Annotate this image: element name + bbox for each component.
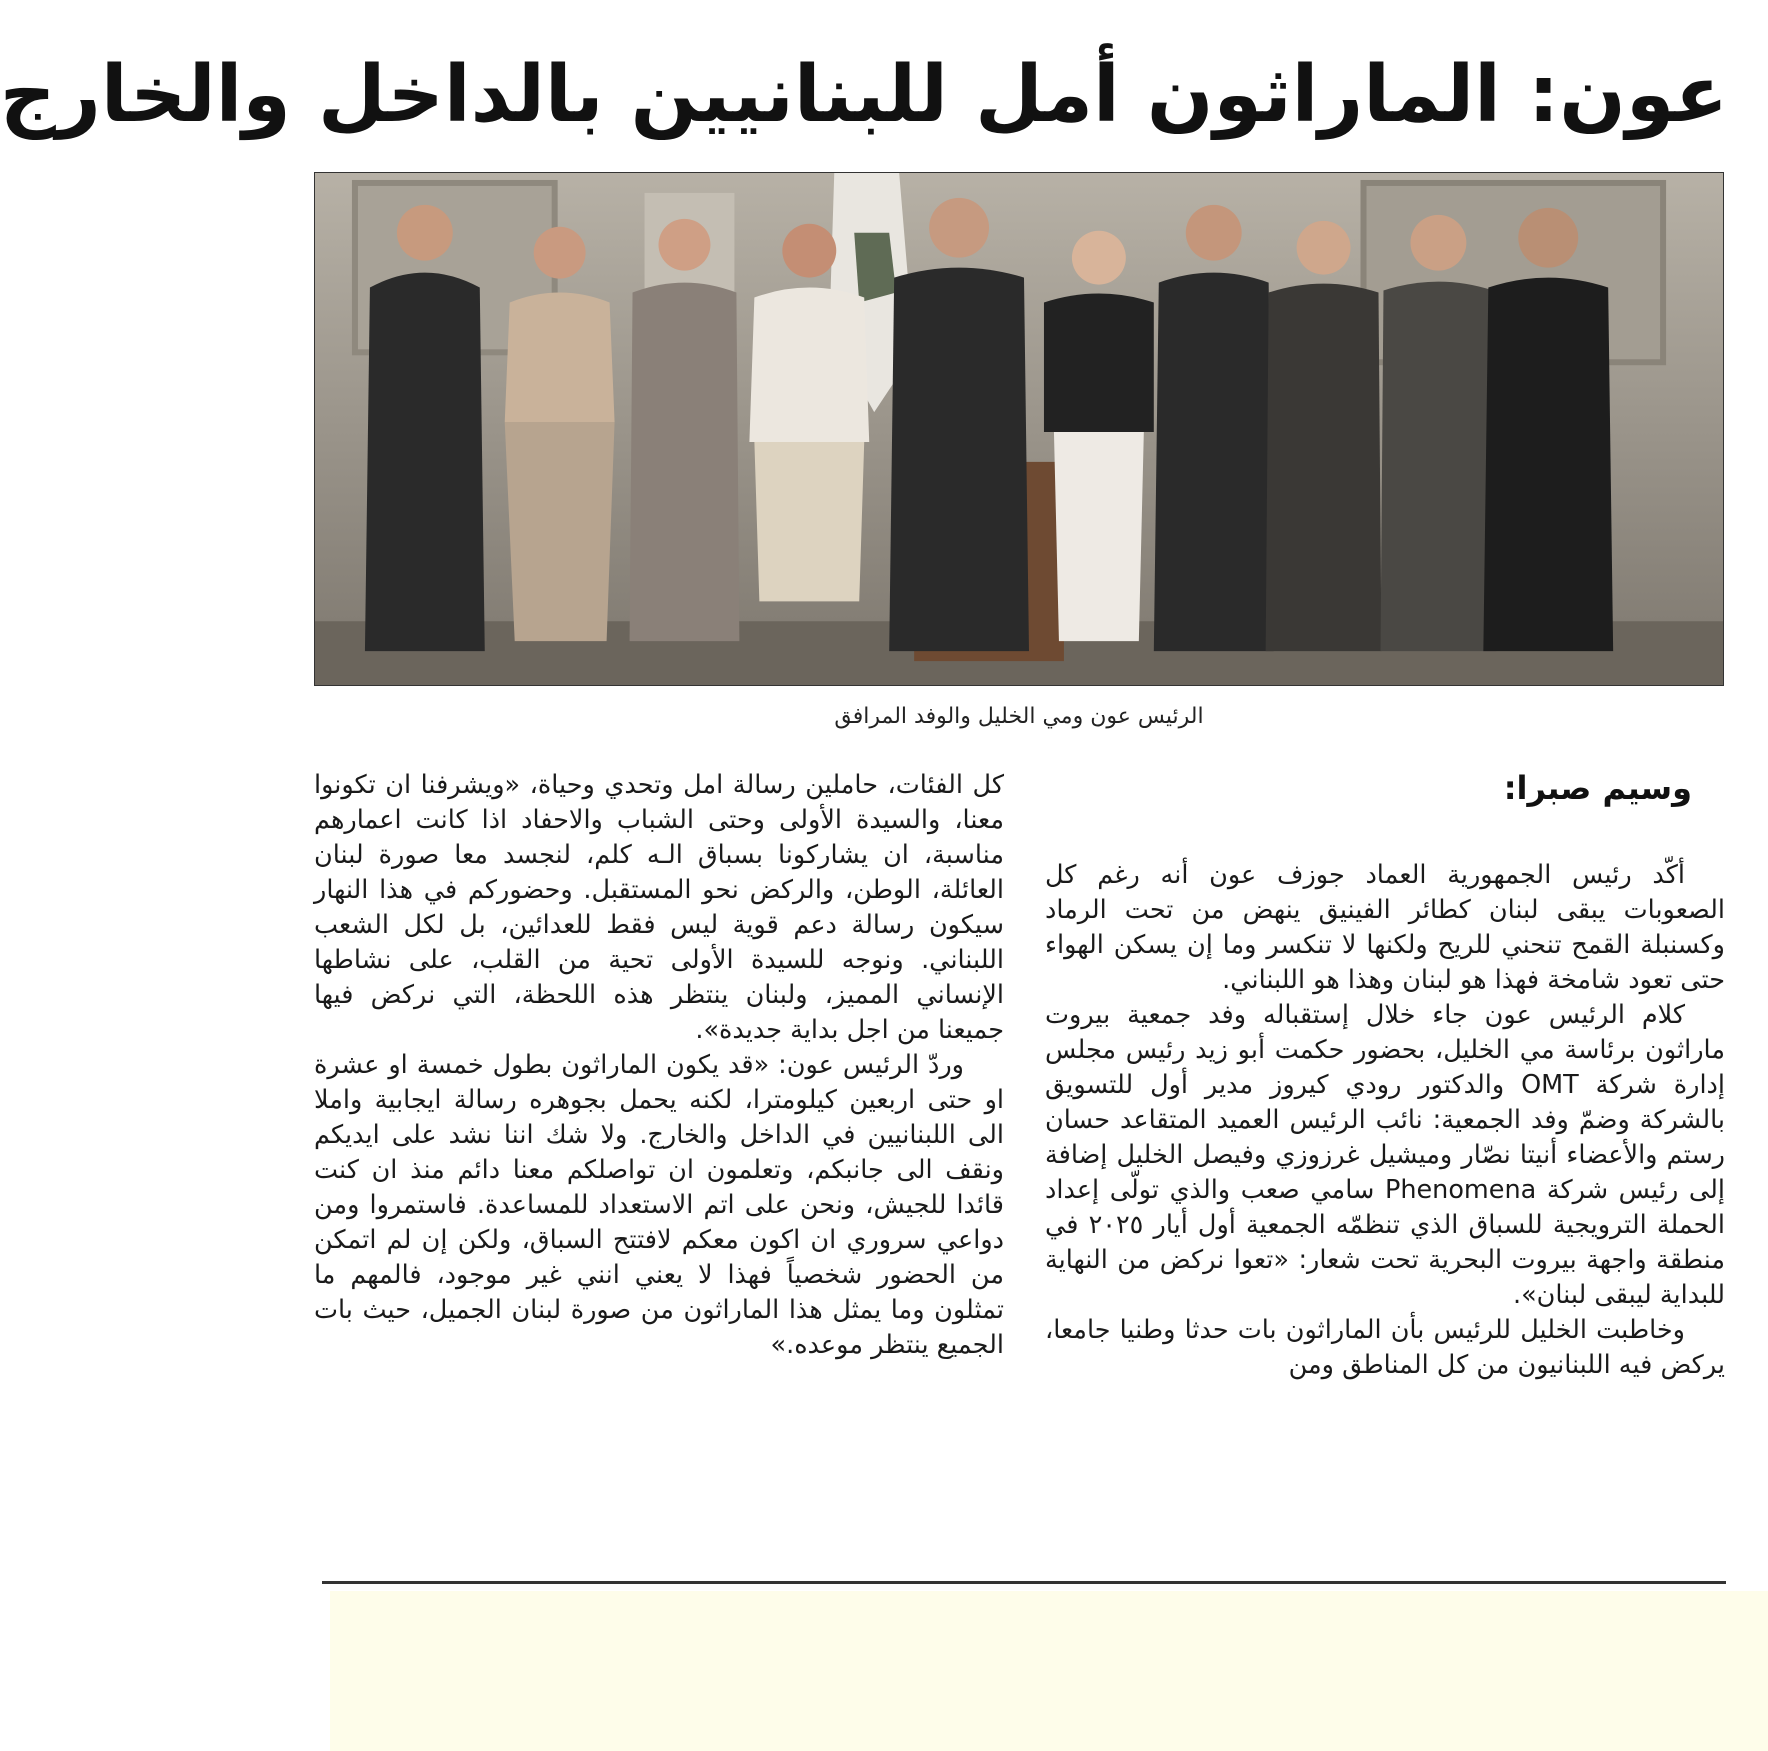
group-photo-image: [315, 173, 1723, 685]
byline: وسيم صبرا:: [1503, 769, 1692, 807]
paragraph: وردّ الرئيس عون: «قد يكون الماراثون بطول خمسة او عشرة او حتى اربعين كيلومترا، لكنه يحمل بجوهره رسالة ايجابية واملا الى اللبنانيين في الداخل والخارج. ولا شك اننا نشد على ايديكم ونقف الى جانبكم، وتعلمون ان تواصلكم معنا دائم منذ ان كنت قائدا للجيش، ونحن على اتم الاستعداد للمساعدة. فاستمروا ومن دواعي سروري ان اكون معكم لافتتح السباق، ولكن إن لم اتمكن من الحضور شخصياً فهذا لا يعني انني غير موجود، فالمهم ما تمثلون وما يمثل هذا الماراثون من صورة لبنان الجميل، حيث بات الجميع ينتظر موعده.»: [314, 1050, 1004, 1360]
paragraph: وخاطبت الخليل للرئيس بأن الماراثون بات حدثا وطنيا جامعا، يركض فيه اللبنانيون من كل المناطق ومن: [1045, 1315, 1725, 1380]
photo-caption: الرئيس عون ومي الخليل والوفد المرافق: [834, 704, 1204, 729]
paragraph: كلام الرئيس عون جاء خلال إستقباله وفد جمعية بيروت ماراثون برئاسة مي الخليل، بحضور حكمت أبو زيد رئيس مجلس إدارة شركة OMT والدكتور رودي كيروز مدير أول للتسويق بالشركة وضمّ وفد الجمعية: نائب الرئيس العميد المتقاعد حسان رستم والأعضاء أنيتا نصّار وميشيل غرزوزي وفيصل الخليل إضافة إلى رئيس شركة Phenomena سامي صعب والذي تولّى إعداد الحملة الترويجية للسباق الذي تنظمّه الجمعية أول أيار ٢٠٢٥ في منطقة واجهة بيروت البحرية تحت شعار: «تعوا نركض من النهاية للبداية ليبقى لبنان».: [1045, 1000, 1725, 1310]
article-column-left: [314, 768, 1004, 1363]
article-column-right: [1045, 858, 1725, 1383]
article-bottom-rule: [322, 1581, 1726, 1584]
paragraph: أكّد رئيس الجمهورية العماد جوزف عون أنه رغم كل الصعوبات يبقى لبنان كطائر الفينيق ينهض من تحت الرماد وكسنبلة القمح تنحني للريح ولكنها لا تنكسر وما إن يسكن الهواء حتى تعود شامخة فهذا هو لبنان وهذا هو اللبناني.: [1045, 860, 1725, 995]
page-margin-area: [330, 1591, 1768, 1751]
headline: عون: الماراثون أمل للبنانيين بالداخل والخارج: [0, 50, 1728, 140]
paragraph: كل الفئات، حاملين رسالة امل وتحدي وحياة، «ويشرفنا ان تكونوا معنا، والسيدة الأولى وحتى الشباب والاحفاد اذا كانت اعمارهم مناسبة، ان يشاركونا بسباق الـه كلم، لنجسد معا صورة لبنان العائلة، الوطن، والركض نحو المستقبل. وحضوركم في هذا النهار سيكون رسالة دعم قوية ليس فقط للعدائين، بل لكل الشعب اللبناني. ونوجه للسيدة الأولى تحية من القلب، على نشاطها الإنساني المميز، ولبنان ينتظر هذه اللحظة، التي نركض فيها جميعنا من اجل بداية جديدة».: [314, 770, 1004, 1045]
group-photo: [314, 172, 1724, 686]
